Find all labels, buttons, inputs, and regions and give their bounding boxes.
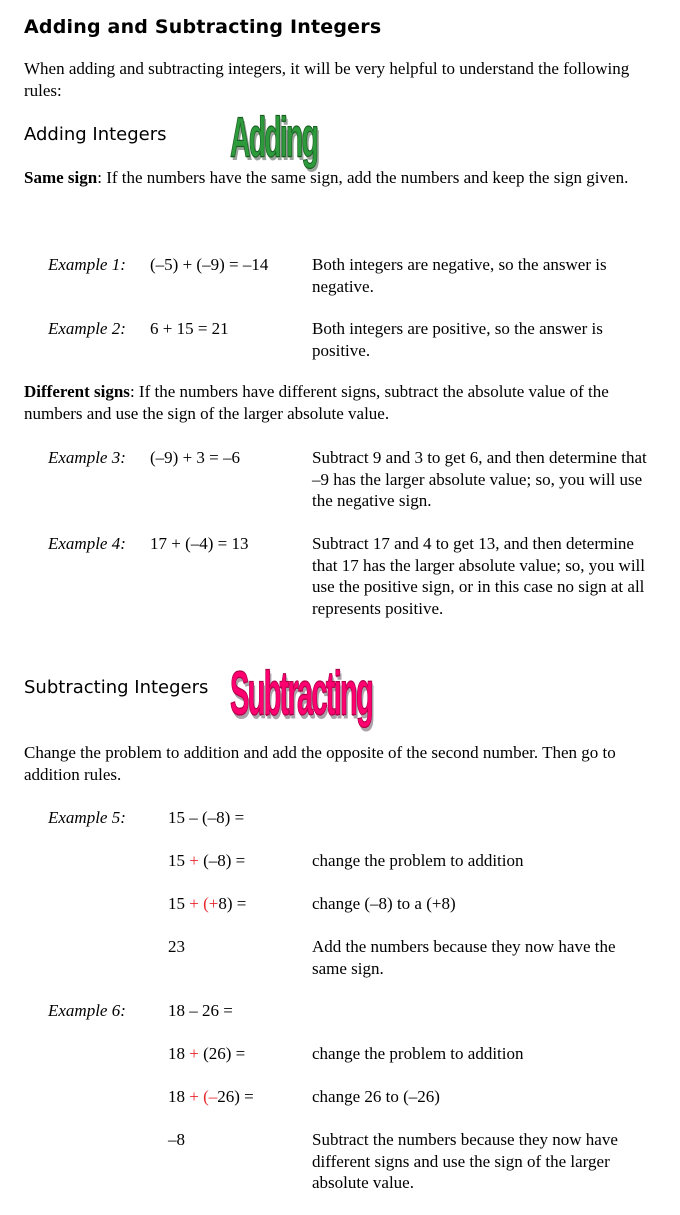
example-1-explanation: Both integers are negative, so the answer is negative. [312, 255, 607, 296]
example-5-step-2: 15 + (–8) = [168, 851, 246, 870]
different-signs-rule [24, 381, 654, 424]
example-4-expression: 17 + (–4) = 13 [150, 534, 249, 553]
example-6-step-3: 18 + (–26) = [168, 1087, 254, 1106]
subtracting-heading: Subtracting Integers [24, 677, 209, 698]
example-6-step-2: 18 + (26) = [168, 1044, 246, 1063]
example-6-result-note: Subtract the numbers because they now have different signs and use the sign of the larger absolute value. [312, 1130, 618, 1192]
example-5-step-2-note: change the problem to addition [312, 851, 524, 870]
same-sign-label: Same sign [24, 168, 98, 187]
different-signs-label: Different signs [24, 382, 130, 401]
same-sign-text: : If the numbers have the same sign, add the numbers and keep the sign given. [97, 168, 629, 187]
example-5-result: 23 [168, 937, 185, 956]
example-2-expression: 6 + 15 = 21 [150, 319, 229, 338]
intro-paragraph: When adding and subtracting integers, it will be very helpful to understand the following rules: [24, 59, 630, 100]
example-6-step-3-note: change 26 to (–26) [312, 1087, 440, 1106]
example-4-explanation: Subtract 17 and 4 to get 13, and then determine that 17 has the larger absolute value; so, you will use the positive sign, or in this case no sign at all represents positive. [312, 534, 646, 618]
example-5-step-3: 15 + (+8) = [168, 894, 247, 913]
adding-heading: Adding Integers [24, 124, 167, 145]
different-signs-text: : If the numbers have different signs, subtract the absolute value of the numbers and use the sign of the larger absolute value. [24, 382, 609, 423]
example-5-result-note: Add the numbers because they now have the same sign. [312, 937, 616, 978]
subtracting-intro: Change the problem to addition and add the opposite of the second number. Then go to addition rules. [24, 743, 616, 784]
operator-plus: + [189, 851, 199, 870]
example-6-step-2-note: change the problem to addition [312, 1044, 524, 1063]
adding-wordart: Adding [230, 105, 318, 169]
operator-plus: + [189, 1044, 199, 1063]
example-6-label: Example 6: [48, 1001, 126, 1020]
subtracting-wordart: Subtracting [230, 658, 372, 729]
example-1-expression: (–5) + (–9) = –14 [150, 255, 269, 274]
example-3-explanation: Subtract 9 and 3 to get 6, and then determine that –9 has the larger absolute value; so, you will use the negative sign. [312, 448, 647, 510]
example-4-label: Example 4: [48, 534, 126, 553]
page-title: Adding and Subtracting Integers [24, 16, 382, 38]
example-3-label: Example 3: [48, 448, 126, 467]
example-6-step-1: 18 – 26 = [168, 1001, 233, 1020]
example-5-label: Example 5: [48, 808, 126, 827]
example-1-label: Example 1: [48, 255, 126, 274]
example-6-result: –8 [168, 1130, 185, 1149]
example-5-step-3-note: change (–8) to a (+8) [312, 894, 456, 913]
operator-plus: + (+ [189, 894, 219, 913]
example-2-label: Example 2: [48, 319, 126, 338]
example-3-expression: (–9) + 3 = –6 [150, 448, 240, 467]
example-2-explanation: Both integers are positive, so the answer is positive. [312, 319, 603, 360]
operator-plus: + (– [189, 1087, 218, 1106]
example-5-step-1: 15 – (–8) = [168, 808, 245, 827]
same-sign-rule [24, 167, 654, 189]
